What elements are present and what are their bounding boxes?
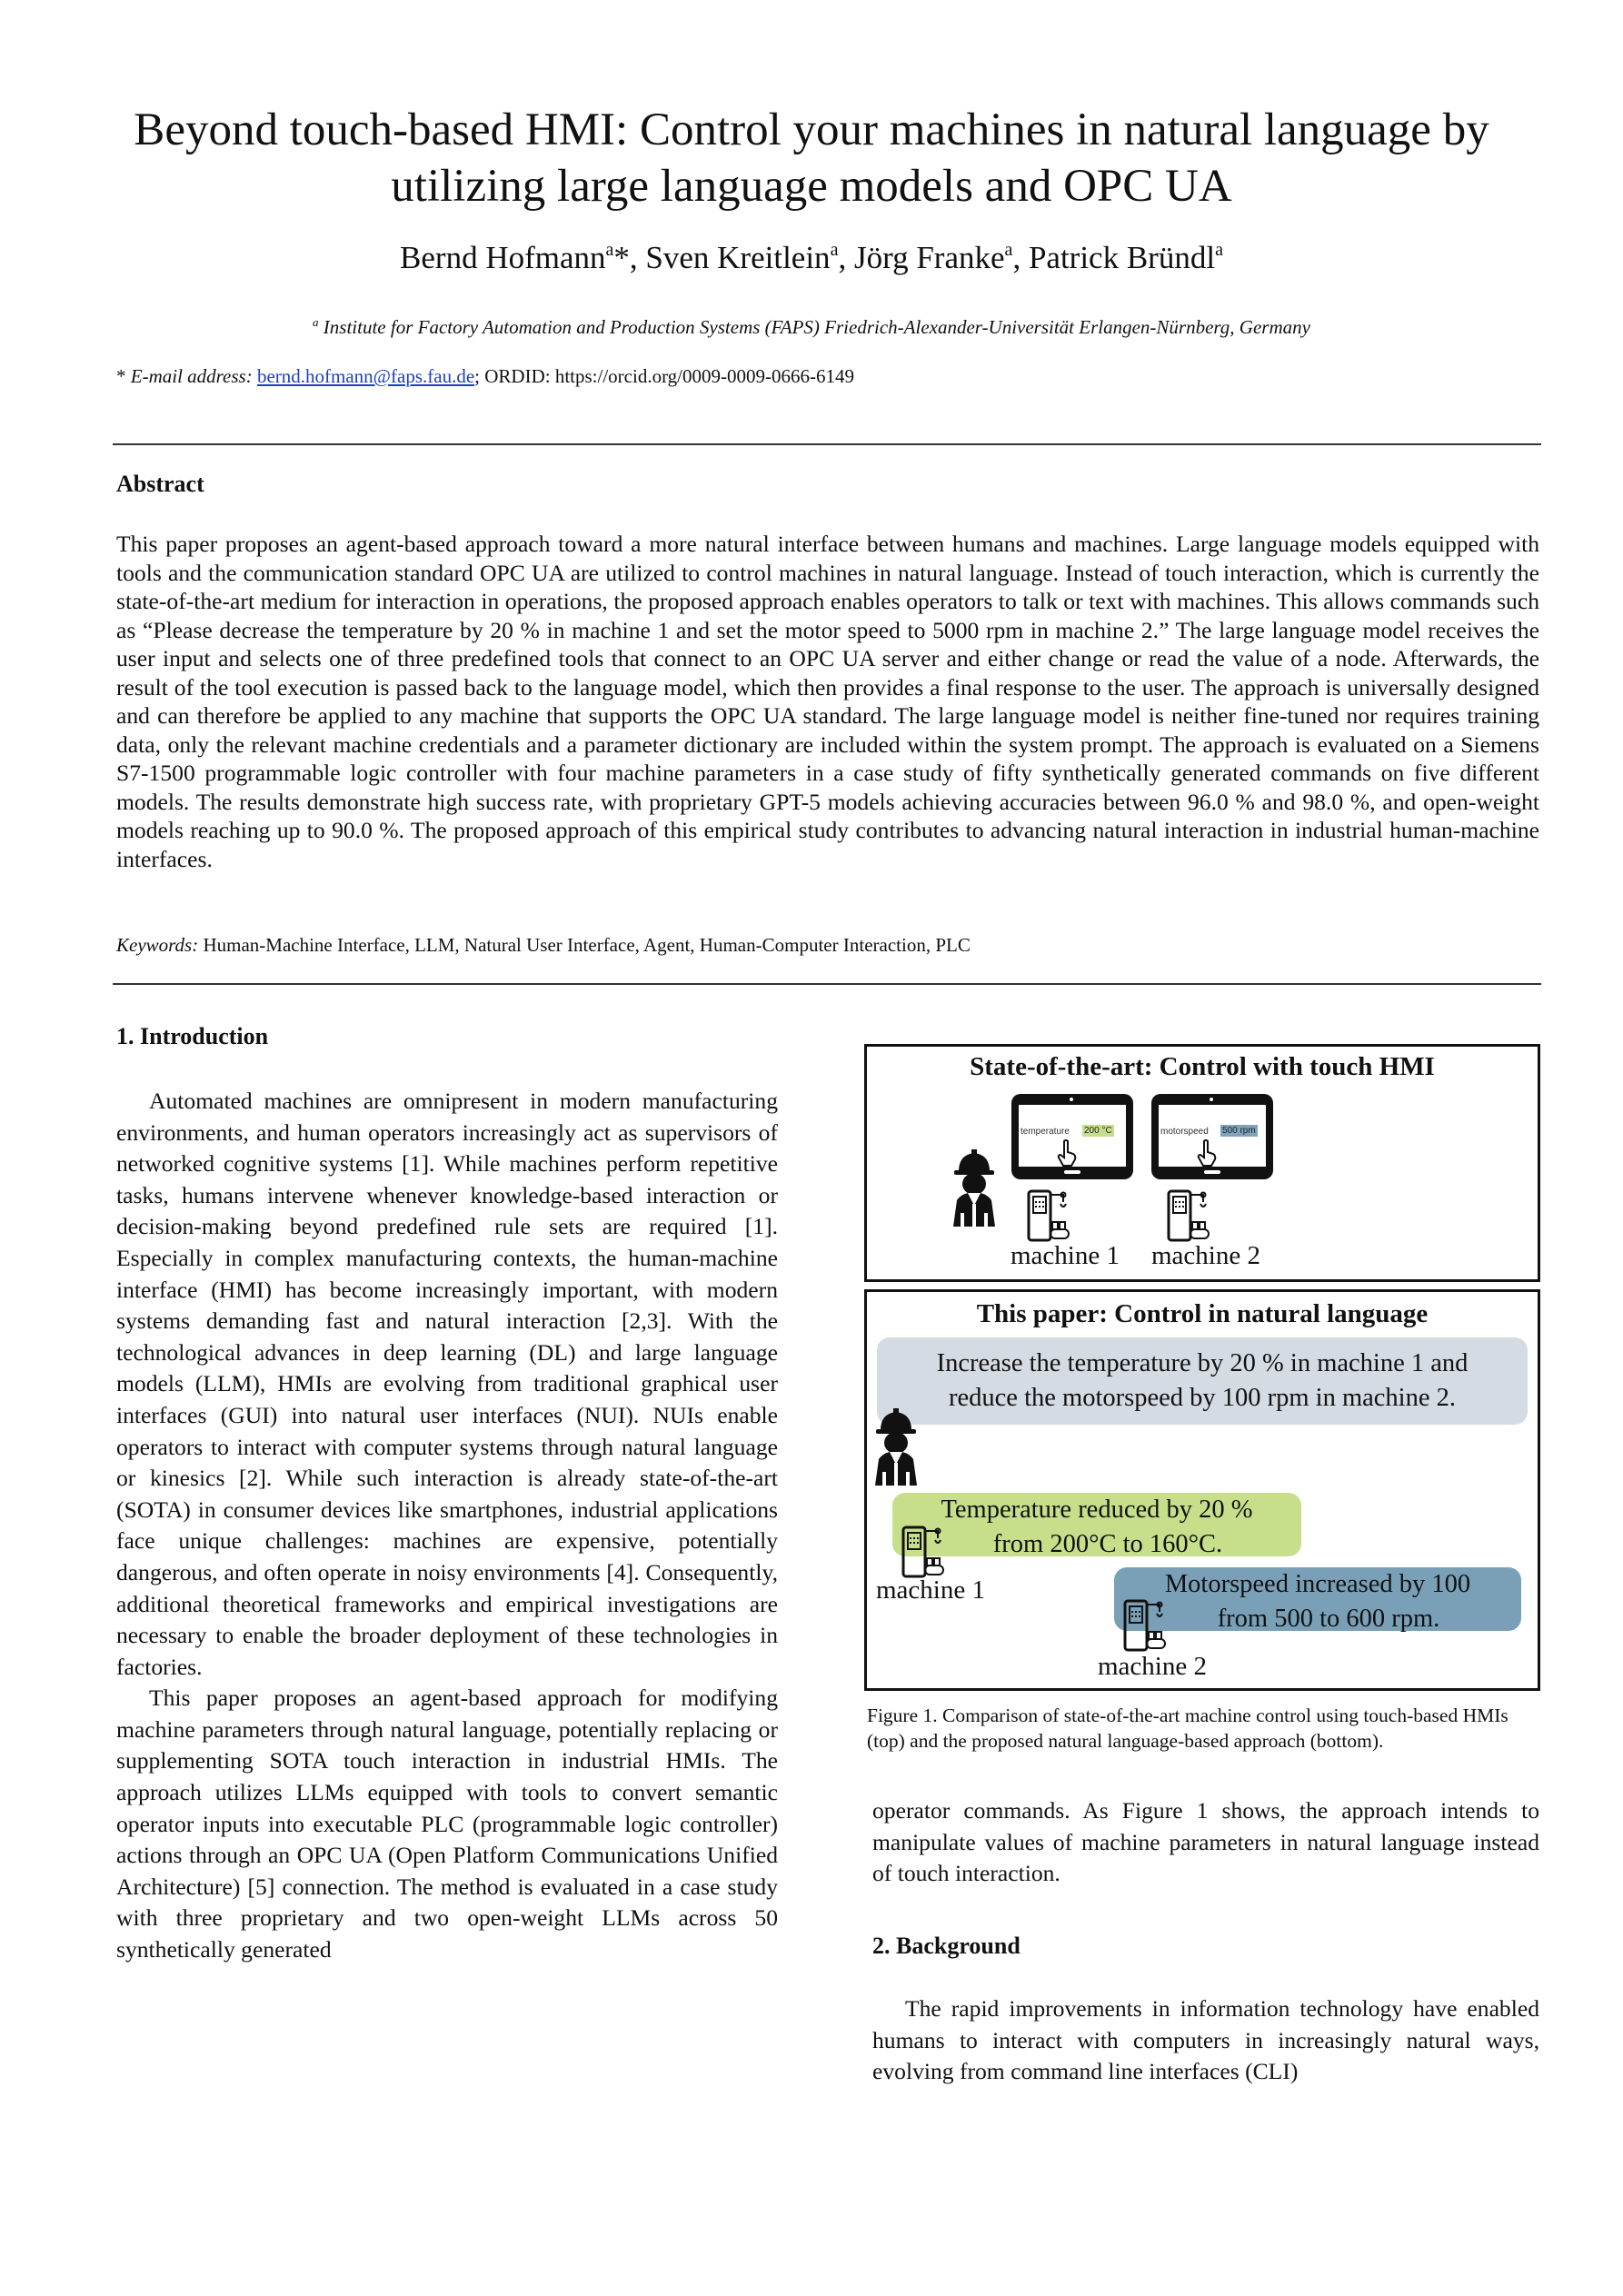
email-label: E-mail address:: [130, 365, 253, 387]
email-link[interactable]: bernd.hofmann@faps.fau.de: [256, 365, 475, 387]
touch-hand-icon: [1197, 1139, 1217, 1167]
keywords: [116, 932, 971, 958]
paragraph: The rapid improvements in information technology have enabled humans to interact with computers in increasingly natural ways, evolving from command line interfaces (CLI): [872, 1995, 1539, 2085]
command-line-1: Increase the temperature by 20 % in machine 1 and: [936, 1349, 1469, 1377]
response-bubble-machine-2: [1114, 1567, 1521, 1631]
figure-caption: Figure 1. Comparison of state-of-the-art machine control using touch-based HMIs (top) and the proposed natural language-based approach (bottom).: [867, 1705, 1508, 1752]
command-bubble: [877, 1337, 1528, 1425]
machine-icon: [1167, 1189, 1210, 1242]
machine-2-label: machine 2: [1098, 1652, 1207, 1681]
affiliation: $^a$ Institute for Factory Automation and Production Systems (FAPS) Friedrich-Alexander-Universität Erlangen-Nürnberg, Germany: [313, 315, 1310, 338]
tablet-hmi-machine-1: [1011, 1094, 1133, 1179]
title-line-2: utilizing large language models and OPC UA: [391, 161, 1232, 212]
tablet-screen: [1019, 1105, 1126, 1167]
introduction-body: [116, 1086, 778, 1966]
background-body: [872, 1993, 1539, 2088]
parameter-value: 200 °C: [1084, 1126, 1112, 1136]
abstract-divider: [113, 983, 1541, 985]
introduction-continuation: [872, 1795, 1539, 1890]
machine-icon: [1123, 1599, 1167, 1652]
abstract-text: This paper proposes an agent-based approach toward a more natural interface between humans and machines. Large language models equipped with tools and the communication standard OPC UA are utilized to control machines in natural language. Instead of touch interaction, which is currently the state-of-the-art medium for interaction in operations, the proposed approach enables operators to talk or text with machines. This allows commands such as “Please decrease the temperature by 20 % in machine 1 and set the motor speed to 5000 rpm in machine 2.” The large language model receives the user input and selects one of three predefined tools that connect to an OPC UA server and either change or read the value of a node. Afterwards, the result of the tool execution is passed back to the language model, which then provides a final response to the user. The approach is universally designed and can therefore be applied to any machine that supports the OPC UA standard. The large language model is neither fine-tuned nor requires training data, only the relevant machine credentials and a parameter dictionary are included within the system prompt. The approach is evaluated on a Siemens S7-1500 programmable logic controller with four machine parameters in a case study of fifty synthetically generated commands on five different models. The results demonstrate high success rate, with proprietary GPT-5 models achieving accuracies between 96.0 % and 98.0 %, and open-weight models reaching up to 90.0 %. The proposed approach of this empirical study contributes to advancing natural interaction in industrial human-machine interfaces.: [116, 531, 1539, 872]
contact-line: * E-mail address: bernd.hofmann@faps.fau.de; ORDID: https://orcid.org/0009-0009-0666-6149: [116, 365, 854, 387]
paragraph: operator commands. As Figure 1 shows, the approach intends to manipulate values of machine parameters in natural language instead of touch interaction.: [872, 1797, 1539, 1887]
machine-icon: [901, 1526, 945, 1578]
parameter-label: temperature: [1021, 1127, 1070, 1137]
response-1-line-2: from 200°C to 160°C.: [992, 1530, 1223, 1558]
response-2-line-1: Motorspeed increased by 100: [1164, 1570, 1471, 1598]
paragraph: Automated machines are omnipresent in modern manufacturing environments, and human operators increasingly act as supervisors of networked cognitive systems [1]. While machines perform repetitive tasks, humans intervene whenever knowledge-based interaction or decision-making beyond predefined rule sets are required [1]. Especially in complex manufacturing contexts, the human-machine interface (HMI) has become increasingly important, with modern systems demanding fast and natural interaction [2,3]. With the technological advances in deep learning (DL) and large language models (LLM), HMIs are evolving from traditional graphical user interfaces (GUI) into natural user interfaces (NUI). NUIs enable operators to interact with computer systems through natural language or kinesics [2]. While such interaction is already state-of-the-art (SOTA) in consumer devices like smartphones, industrial applications face unique challenges: machines are expensive, potentially dangerous, and often operate in noisy environments [4]. Consequently, additional theoretical frameworks and empirical investigations are necessary to enable the broader deployment of these technologies in factories.: [116, 1088, 778, 1680]
worker-icon: [950, 1149, 999, 1227]
header-divider: [113, 443, 1541, 445]
command-line-2: reduce the motorspeed by 100 rpm in machine 2.: [949, 1384, 1456, 1412]
response-2-line-2: from 500 to 600 rpm.: [1217, 1605, 1440, 1633]
figure-top-title: State-of-the-art: Control with touch HMI: [970, 1052, 1435, 1081]
machine-icon: [1027, 1189, 1070, 1242]
author: Patrick Bründl$^a$: [1028, 240, 1223, 275]
tablet-screen: [1159, 1105, 1266, 1167]
orcid-text: ; ORDID: https://orcid.org/0009-0009-0666-6149: [474, 365, 854, 387]
home-button: [1204, 1170, 1220, 1174]
title-line-1: Beyond touch-based HMI: Control your machines in natural language by: [134, 104, 1489, 155]
tablet-hmi-machine-2: [1151, 1094, 1273, 1179]
machine-1-label: machine 1: [1011, 1241, 1120, 1270]
parameter-value: 500 rpm: [1222, 1126, 1256, 1136]
author: Jörg Franke$^a$,: [853, 240, 1029, 275]
figure-top-panel: [864, 1044, 1540, 1282]
paper-title: [109, 102, 1514, 214]
camera-dot: [1210, 1098, 1213, 1101]
worker-icon: [871, 1408, 921, 1486]
camera-dot: [1070, 1098, 1073, 1101]
machine-2-label: machine 2: [1151, 1241, 1260, 1270]
response-bubble-machine-1: [892, 1493, 1301, 1556]
author: Sven Kreitlein$^a$,: [645, 240, 854, 275]
parameter-label: motorspeed: [1160, 1127, 1209, 1137]
author-list: [109, 238, 1514, 278]
author: Bernd Hofmann$^a$*,: [400, 240, 646, 275]
paragraph: This paper proposes an agent-based approach for modifying machine parameters through natural language, potentially replacing or supplementing SOTA touch interaction in industrial HMIs. The approach utilizes LLMs equipped with tools to convert semantic operator inputs into executable PLC (programmable logic controller) actions through an OPC UA (Open Platform Communications Unified Architecture) [5] connection. The method is evaluated in a case study with three proprietary and two open-weight LLMs across 50 synthetically generated: [116, 1685, 778, 1963]
machine-1-label: machine 1: [876, 1575, 985, 1605]
keywords-list: Human-Machine Interface, LLM, Natural User Interface, Agent, Human-Computer Interaction, PLC: [198, 934, 971, 956]
response-1-line-1: Temperature reduced by 20 %: [941, 1496, 1253, 1524]
abstract-heading: Abstract: [116, 471, 204, 497]
figure-bottom-title: This paper: Control in natural language: [976, 1299, 1429, 1328]
section-heading-introduction: 1. Introduction: [116, 1023, 269, 1049]
figure-bottom-panel: [864, 1289, 1540, 1691]
touch-hand-icon: [1057, 1139, 1077, 1167]
keywords-label: Keywords:: [116, 934, 199, 956]
home-button: [1064, 1170, 1080, 1174]
section-heading-background: 2. Background: [872, 1933, 1021, 1959]
